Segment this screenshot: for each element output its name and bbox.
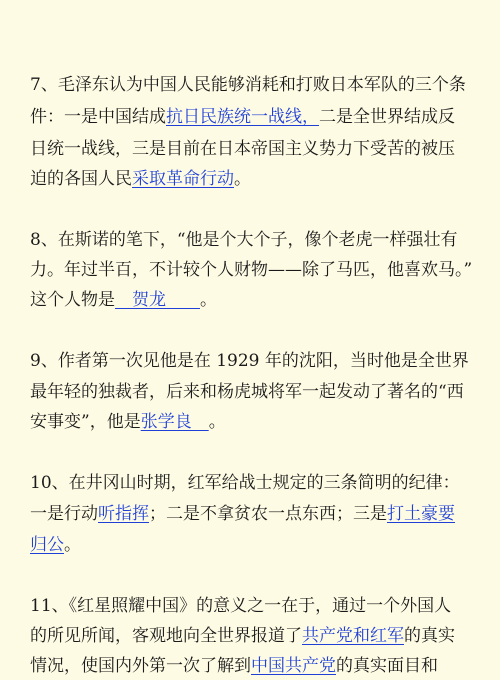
q8-text: 这个人物是 [30, 290, 115, 310]
q11-text: 的所见所闻，客观地向全世界报道了 [30, 626, 302, 646]
q7-text: 日统一战线，三是目前在日本帝国主义势力下受苦的被压 [30, 139, 455, 159]
q7-text: 件：一是中国结成 [30, 107, 166, 127]
q9-text: 9、作者第一次见他是在 1929 年的沈阳，当时他是全世界 [30, 351, 469, 371]
q7-answer-link[interactable]: 采取革命行动 [132, 169, 234, 189]
q7-text: 二是全世界结成反 [319, 107, 455, 127]
q11-text: 的真实 [404, 626, 455, 646]
q11-line-2 [30, 622, 455, 650]
q9-answer-link[interactable]: 张学良 [140, 412, 209, 432]
q9-text: 安事变”，他是 [30, 412, 141, 432]
q10-text: 。 [64, 535, 81, 555]
q10-answer-link[interactable]: 归公 [30, 535, 64, 555]
q9-line-2 [30, 378, 464, 406]
q8-text: 力。年过半百，不计较个人财物——除了马匹，他喜欢马。” [30, 260, 473, 280]
q11-line-1 [30, 592, 451, 620]
q7-text: 迫的各国人民 [30, 169, 132, 189]
q7-answer-link[interactable]: 抗日民族统一战线， [166, 107, 319, 127]
q10-line-2 [30, 500, 455, 528]
q10-answer-link[interactable]: 打土豪要 [387, 504, 455, 524]
q10-text: 一是行动 [30, 504, 98, 524]
q8-answer-link[interactable]: 贺龙 [115, 290, 200, 310]
q7-line-2 [30, 103, 455, 131]
q9-text: 最年轻的独裁者，后来和杨虎城将军一起发动了著名的“西 [30, 382, 464, 402]
q10-text: 10、在井冈山时期，红军给战士规定的三条简明的纪律： [30, 473, 460, 493]
q10-line-1 [30, 469, 460, 497]
q11-text: 11、《红星照耀中国》的意义之一在于，通过一个外国人 [30, 596, 452, 616]
q9-line-3 [30, 408, 226, 436]
q8-text: 。 [200, 290, 217, 310]
q10-text: ；二是不拿贫农一点东西；三是 [149, 504, 387, 524]
q11-text: 的真实面目和 [336, 656, 438, 676]
q7-line-4 [30, 165, 251, 193]
q7-line-3 [30, 135, 455, 163]
q8-line-1 [30, 226, 458, 254]
q7-text: 7、毛泽东认为中国人民能够消耗和打败日本军队的三个条 [30, 75, 466, 95]
q9-line-1 [30, 347, 469, 375]
q9-text: 。 [208, 412, 226, 432]
q7-text: 。 [234, 169, 251, 189]
q8-text: 8、在斯诺的笔下，“他是个大个子，像个老虎一样强壮有 [30, 230, 458, 250]
q8-line-3 [30, 286, 217, 314]
q11-line-3 [30, 652, 438, 680]
q11-answer-link[interactable]: 中国共产党 [251, 656, 336, 676]
q8-line-2 [30, 256, 472, 284]
q10-answer-link[interactable]: 听指挥 [98, 504, 149, 524]
q11-text: 情况，使国内外第一次了解到 [30, 656, 251, 676]
q7-line-1 [30, 71, 466, 99]
q11-answer-link[interactable]: 共产党和红军 [302, 626, 404, 646]
q10-line-3 [30, 531, 81, 559]
